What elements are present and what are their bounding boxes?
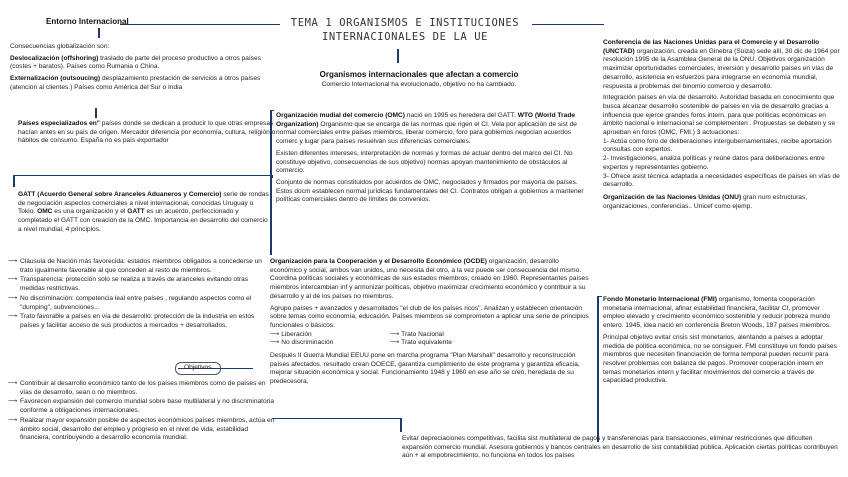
fmi-label: Fondo Monetario Internacional (FMI) xyxy=(603,296,717,303)
ocde-block xyxy=(270,258,592,390)
ocde-paragraph-2: Agrupo países + avanzados y desarrollados "el club de los países ricos". Analizan y establecen orientación sobre temas como economía, educación. Países miembros se comprometen a aplicar una serie de principios funcionales o básicos: xyxy=(270,304,589,329)
organismos-header xyxy=(304,70,534,89)
objetivo-text: Realizar mayor expansión posible de aspectos económicos países miembros, actúa en ámbito social, desarrollo del empleo y progreso en el nivel de vida, estabilidad financiera, contribuyendo a desarrollo economía mundial. xyxy=(20,416,275,442)
list-item: 1- Actúa como foro de deliberaciones intergubernamentales, recibe aportación consultas con expertos. xyxy=(603,137,832,154)
title-line-1: TEMA 1 ORGANISMOS E INSTITUCIONES xyxy=(290,17,520,29)
onu-text: gran num estructuras, organizaciones, conferencias.. Unicef como ejemp. xyxy=(603,193,808,210)
arrow-right-icon: ⟶ xyxy=(8,398,18,406)
principle-text: Transparencia: protección solo se realiza a través de aranceles evitando otras medidas restrictivas. xyxy=(20,276,249,293)
ocde-principles-col xyxy=(270,331,390,348)
omc-label: Organización mudial del comercio (OMC) xyxy=(276,112,405,119)
ocde-paragraph xyxy=(270,258,592,302)
ocde-text: organización, desarrollo económico y social, ambos van unidos, uno necesita del otro, a la vez puede ser consecuencia del mismo. Coordina políticas sociales y económicas de sus estados miembros, creado en 1960. Representantes países miembros intercambian inf y armonizar políticas, objetivo maximizar crecimiento económico y contribuir a su desarrollo y al de los países no miembros. xyxy=(270,258,589,300)
objetivos-label: Objetivos xyxy=(175,362,221,375)
onu-label: Organización de las Naciones Unidas (ONU) xyxy=(603,193,742,201)
principle-text: No discriminación: competencia leal entre países , regulando aspectos como el "dumping", subvenciones... xyxy=(20,294,252,311)
gatt-term: GATT xyxy=(127,208,145,216)
fmi-block xyxy=(603,296,841,389)
ocde-paragraph-3: Después II Guerra Mundial EEUU pone en marcha programa "Plan Marshall" desarrollo y reconstrucción países afectados. resultado crean OOECE, garantiza cumplimiento de este programa y garantiza eficacia, mejorar situación económica y social. Funcionamiento 1948 y 1960 en ese año se creó, heredada de su predecesora. xyxy=(270,352,580,386)
list-item xyxy=(8,313,270,330)
deslocalizacion-paragraph xyxy=(10,55,272,72)
list-item xyxy=(8,276,270,293)
fmi-paragraph-2: Principal objetivo evitar crisis sist monetarios, alentando a países a adoptar medida de política económica, no se consigueir. FMI constituye un fondo países miembros que necesiten financiación de forma temporal pueden recurrir para resolver problemas con balanza de pagos. Promover cooperación intern en temas monetarios intern y facilitar movimientos del comercio a través de capacidad productiva. xyxy=(603,333,837,385)
list-item xyxy=(390,331,510,340)
arrow-right-icon: ⟶ xyxy=(8,258,18,265)
organismos-heading: Organismos internacionales que afectan a comercio xyxy=(319,70,519,79)
principle-text: Trato Nacional xyxy=(401,330,444,338)
unctad-block xyxy=(603,39,841,214)
ocde-principles xyxy=(270,331,510,348)
connector-line xyxy=(120,24,280,25)
list-item xyxy=(8,295,270,312)
unctad-text: organización, creada en Ginebra (Suiza) sede allí, 30 dic de 1964 por resolución 1995 de la Asamblea General de la ONU. Objetivos organización maximizar oportunidades comerciales, inversión y desarrollo países en vías de desarrollo, asistencia en esfuerzos para integrarse en economía mundial, respuesta a problemas del binomio comercio y desarrollo. xyxy=(603,47,840,90)
arrow-right-icon: ⟶ xyxy=(8,294,18,302)
gatt-paragraph xyxy=(18,191,272,235)
deslocalizacion-label: Deslocalización (offshoring) xyxy=(10,54,99,62)
connector-line xyxy=(597,296,599,442)
arrow-right-icon: ⟶ xyxy=(270,330,282,338)
unctad-label: Conferencia de las Naciones Unidas para el Comercio y el Desarrollo (UNCTAD) xyxy=(603,39,820,55)
list-item xyxy=(390,339,510,348)
principle-text: Trato favorable a países en vía de desarrollo: protección de la industria en estos países y facilitar acceso de sus productos a mercados + desarrollados. xyxy=(20,313,255,329)
gatt-text: es un acuerdo, perfeccionado y completado el GATT con creación de la OMC. Importancia en desarrollo del comercio a nivel mundial, 4 principios. xyxy=(18,208,268,233)
list-item xyxy=(8,380,278,397)
arrow-right-icon: ⟶ xyxy=(8,313,18,321)
especializados-label: Países especializados en" xyxy=(18,120,100,127)
omc-paragraph xyxy=(276,112,590,147)
omc-term: OMC xyxy=(37,208,53,216)
omc-text: Organismo que se encarga de las normas que rigen el CI. Vela por aplicación de sist de normal comerciales entre países miembros, liberar comercio, foro para gobiernos negocian acuerdos comerc y lugar para países resuelvan sus diferencias comerciales. xyxy=(276,120,577,146)
list-item xyxy=(270,339,390,348)
fmi-bottom-paragraph: Evitar depreciaciones competitivas, facilita sist multilateral de pagos y transferencias para transacciones, eliminar restricciones que dificulten expansión comercio mundial. Asesora gobiernos y bancos centrales en desarrollo de sist contabilidad pública. Aplicación ciertas políticas contribuyen aún + al empobrecimiento, no funciona en todos los países xyxy=(402,435,838,460)
objetivo-text: Contribuir al desarrollo económico tanto de los países miembros como de países en vías de desarrollo, sean o no miembros. xyxy=(20,380,266,396)
arrow-right-icon: ⟶ xyxy=(390,339,402,347)
gatt-block xyxy=(18,191,272,238)
list-item xyxy=(270,331,390,340)
principle-text: Liberación xyxy=(281,330,312,338)
connector-line xyxy=(14,175,272,176)
objetivo-text: Favorecen expansión del comercio mundial sobre base multilateral y no discriminatoria conforme a obligaciones internacionales. xyxy=(20,398,274,415)
principle-text: No discriminación xyxy=(281,339,334,347)
arrow-right-icon: ⟶ xyxy=(8,416,18,424)
list-item xyxy=(8,417,278,443)
omc-paragraph-2: Existen diferentes intereses, interpretación de normas y formas de actuar dentro del marco del CI. No constituye objetivo, consecuencias de sus objetivo) normas apoyan mantenimiento de obstáculos al comercio. xyxy=(276,149,573,175)
entorno-heading: Entorno Internacional xyxy=(46,17,129,26)
especializados-paragraph xyxy=(18,120,276,146)
arrow-right-icon: ⟶ xyxy=(8,276,18,284)
gatt-label: GATT (Acuerdo General sobre Aranceles Aduaneros y Comercio) xyxy=(18,191,222,198)
connector-line xyxy=(597,296,602,297)
list-item: 2- Investigaciones, analiza políticas y reúne datos para deliberaciones entre expertos y representantes gobierno. xyxy=(603,155,825,171)
arrow-right-icon: ⟶ xyxy=(390,330,402,338)
arrow-right-icon: ⟶ xyxy=(270,339,282,347)
deslocalizacion-text: traslado de parte del proceso productivo a otros países (costes + baratos). Países como Rumania o China. xyxy=(10,54,262,71)
connector-line xyxy=(532,24,604,25)
unctad-list xyxy=(603,138,841,190)
gatt-text: serie de rondas de negociación aspectos comerciales a nivel internacional, conocidas Uruguay o Tokio. xyxy=(18,191,269,216)
connector-line xyxy=(397,49,399,63)
principles-list xyxy=(8,258,270,331)
omc-block xyxy=(276,112,590,208)
ocde-principles-col xyxy=(390,331,510,348)
principle-text: Trato equivalente xyxy=(401,339,452,347)
wto-label: WTO (World Trade Organization) xyxy=(276,112,576,128)
connector-line xyxy=(400,418,402,432)
connector-line xyxy=(95,108,97,118)
especializados-text: países donde se dedican a producir lo que otras empresas hacían antes en su país de origen. Mercador diferencia por economía, cultura, religión o hábitos de consumo. España no es país exportador xyxy=(18,120,276,145)
globalizacion-block xyxy=(10,43,272,96)
title-line-2: INTERNACIONALES DE LA UE xyxy=(321,31,489,44)
externalizacion-text: desplazamiento prestación de servicios a otros países (atención al clientes.) Países como América del Sur o India xyxy=(10,75,261,91)
consecuencias-intro: Consecuencias globalización son: xyxy=(10,43,110,50)
arrow-right-icon: ⟶ xyxy=(8,380,18,387)
fmi-paragraph xyxy=(603,296,841,331)
organismos-subheading: Comercio Internacional ha evolucionado, objetivo no ha cambiado. xyxy=(321,80,517,88)
objetivos-list xyxy=(8,380,278,443)
principle-text: Cláusula de Nación más favorecida: estados miembros obligados a concederse un trato igualmente favorable al que conceden al resto de miembros. xyxy=(20,258,262,274)
onu-paragraph xyxy=(603,194,841,211)
page-title xyxy=(255,16,555,44)
externalizacion-paragraph xyxy=(10,75,272,92)
omc-paragraph-3: Conjunto de normas constituidos por acuerdos de OMC, negociados y firmados por mayoría de países. Estos docm establecen normal jurídicas fundamentales del CI. Contratos obligan a gobiernos a mantener políticas comerciales dentro de límites de convenios. xyxy=(276,178,584,204)
especializados-block xyxy=(18,120,276,149)
list-item xyxy=(8,258,270,275)
list-item xyxy=(8,398,278,415)
connector-line xyxy=(13,175,15,187)
omc-text: nació en 1995 es heredera del GATT. xyxy=(404,112,518,119)
ocde-label: Organización para la Cooperación y el Desarrollo Económico (OCDE) xyxy=(270,258,487,265)
list-item: 3- Ofrece asist técnica adaptada a necesidades específicas de países en vías de desarrollo. xyxy=(603,172,840,189)
connector-line xyxy=(98,28,100,38)
gatt-text: es una organización y el xyxy=(52,208,128,216)
unctad-paragraph xyxy=(603,39,841,91)
fmi-text: organismo, fomenta cooperación monetaria internacional, afinar estabilidad financiera, facilitar CI, promover empleo elevado y crecimiento económico sostenible y reducir pobreza mundo entero. 1945, idea nació en conferencia Breton Woods, 187 países miembros. xyxy=(603,296,831,330)
externalizacion-label: Externalización (outsoucing) xyxy=(10,75,101,83)
unctad-paragraph-2: Integración países en vía de desarrollo. Autoridad basada en conocimiento que busca alcanzar desarrollo sostenible de países en vía de desarrollo gracias a influencia que ejerce grandes foros intern, para que políticas económicas en ámbito nacional e internacional se complementen . Propuestas se debaten y se aprueban en foros (OMC, FMI.) 3 actuaciones: xyxy=(603,94,836,137)
connector-line xyxy=(272,418,400,419)
